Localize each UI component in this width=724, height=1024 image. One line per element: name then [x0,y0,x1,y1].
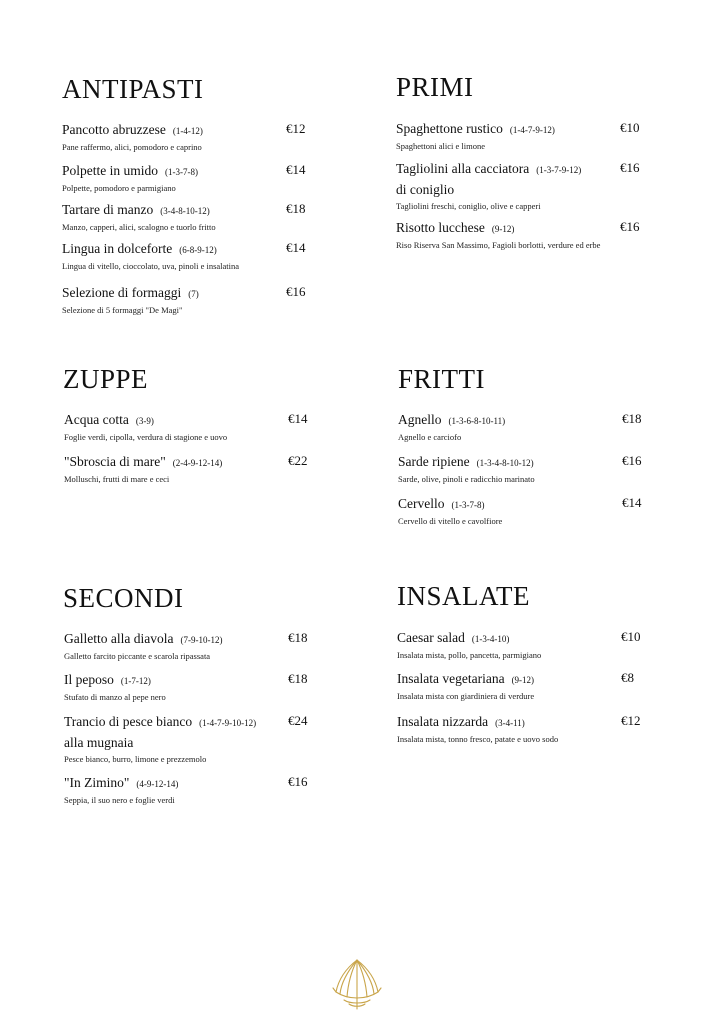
item-name: Tagliolini alla cacciatora [396,161,530,176]
item-price: €8 [621,670,634,685]
item-name: Lingua in dolceforte [62,241,173,256]
item-description: Cervello di vitello e cavolfiore [398,516,503,526]
item-codes: (1-3-4-8-10-12) [476,458,534,468]
item-codes: (1-4-7-9-12) [509,125,555,135]
item-name: Acqua cotta [64,412,129,427]
item-codes: (3-4-8-10-12) [160,206,210,216]
menu-item [64,671,314,702]
menu-item [396,120,646,151]
item-description: Galletto farcito piccante e scarola ripassata [64,651,211,661]
item-codes: (1-3-6-8-10-11) [448,416,506,426]
menu-item [62,284,312,315]
item-name: Caesar salad [397,630,465,645]
item-price: €16 [620,160,640,175]
item-description: Sarde, olive, pinoli e radicchio marinato [398,474,535,484]
item-description: Polpette, pomodoro e parmigiano [62,183,176,193]
item-price: €10 [621,629,641,644]
section-title-secondi: SECONDI [63,583,184,613]
item-codes: (7-9-10-12) [180,635,223,645]
item-price: €18 [622,411,642,426]
menu-item [396,160,646,211]
item-codes: (1-3-4-10) [471,634,510,644]
item-name: "In Zimino" [64,775,130,790]
item-price: €24 [288,713,308,728]
menu-item [397,670,647,701]
item-price: €16 [622,453,642,468]
item-description: Agnello e carciofo [398,432,462,442]
item-description: Manzo, capperi, alici, scalogno e tuorlo fritto [62,222,216,232]
item-name: Insalata vegetariana [397,671,505,686]
item-price: €16 [620,219,640,234]
item-price: €14 [286,162,306,177]
item-description: Pane raffermo, alici, pomodoro e caprino [62,142,202,152]
item-price: €12 [621,713,641,728]
item-price: €18 [286,201,306,216]
item-price: €22 [288,453,308,468]
item-name: Tartare di manzo [62,202,154,217]
menu-item [64,411,314,442]
item-name: Galletto alla diavola [64,631,174,646]
item-codes: (2-4-9-12-14) [172,458,223,468]
menu-item [397,713,647,744]
menu-item [396,219,646,250]
item-price: €14 [286,240,306,255]
item-codes: (1-3-7-9-12) [536,165,582,175]
menu-item [64,713,314,764]
item-description: Insalata mista con giardiniera di verdure [397,691,535,701]
item-codes: (1-4-7-9-10-12) [199,718,257,728]
item-description: Molluschi, frutti di mare e ceci [64,474,170,484]
item-description: Pesce bianco, burro, limone e prezzemolo [64,754,207,764]
item-codes: (6-8-9-12) [179,245,217,255]
item-price: €14 [288,411,308,426]
menu-item [62,240,312,271]
item-name: Risotto lucchese [396,220,485,235]
menu-item [397,629,647,660]
item-name: Sarde ripiene [398,454,470,469]
item-name: Trancio di pesce bianco [64,714,193,729]
item-description: Insalata mista, tonno fresco, patate e uovo sodo [397,734,559,744]
item-codes: (1-3-7-8) [165,167,198,177]
menu-item [398,411,648,442]
item-name: Selezione di formaggi [62,285,182,300]
item-codes: (1-3-7-8) [451,500,485,510]
item-codes: (9-12) [491,224,515,234]
menu-item [64,630,314,661]
menu-item [62,201,312,232]
item-price: €16 [288,774,308,789]
item-description: Lingua di vitello, cioccolato, uva, pinoli e insalatina [62,261,240,271]
item-price: €18 [288,671,308,686]
item-price: €18 [288,630,308,645]
item-name: Il peposo [64,672,114,687]
section-title-primi: PRIMI [396,72,474,102]
item-description: Tagliolini freschi, coniglio, olive e capperi [396,201,541,211]
shell-logo-icon [332,956,382,1010]
item-price: €14 [622,495,642,510]
item-description: Spaghettoni alici e limone [396,141,485,151]
item-codes: (9-12) [511,675,535,685]
item-name: "Sbroscia di mare" [64,454,166,469]
item-codes: (1-7-12) [120,676,151,686]
item-price: €16 [286,284,306,299]
item-name-continued: di coniglio [396,182,455,197]
menu-item [64,453,314,484]
item-name: Cervello [398,496,445,511]
item-description: Foglie verdi, cipolla, verdura di stagione e uovo [64,432,228,442]
menu-item [64,774,314,805]
item-name: Pancotto abruzzese [62,122,166,137]
item-codes: (1-4-12) [172,126,203,136]
menu-item [398,453,648,484]
item-name: Agnello [398,412,442,427]
item-codes: (4-9-12-14) [136,779,179,789]
item-name: Polpette in umido [62,163,158,178]
item-name-continued: alla mugnaia [64,735,134,750]
item-name: Spaghettone rustico [396,121,503,136]
item-price: €10 [620,120,640,135]
section-title-fritti: FRITTI [398,364,485,394]
item-price: €12 [286,121,306,136]
menu-item [62,121,312,152]
item-codes: (7) [188,289,199,299]
item-description: Insalata mista, pollo, pancetta, parmigiano [397,650,542,660]
item-description: Seppia, il suo nero e foglie verdi [64,795,175,805]
menu-item [398,495,648,526]
item-codes: (3-4-11) [495,718,525,728]
item-name: Insalata nizzarda [397,714,489,729]
section-title-insalate: INSALATE [397,581,530,611]
section-title-zuppe: ZUPPE [63,364,149,394]
section-title-antipasti: ANTIPASTI [62,74,204,104]
item-codes: (3-9) [135,416,154,426]
menu-item [62,162,312,193]
item-description: Selezione di 5 formaggi "De Magi" [62,305,183,315]
item-description: Riso Riserva San Massimo, Fagioli borlotti, verdure ed erbe [396,240,601,250]
item-description: Stufato di manzo al pepe nero [64,692,166,702]
